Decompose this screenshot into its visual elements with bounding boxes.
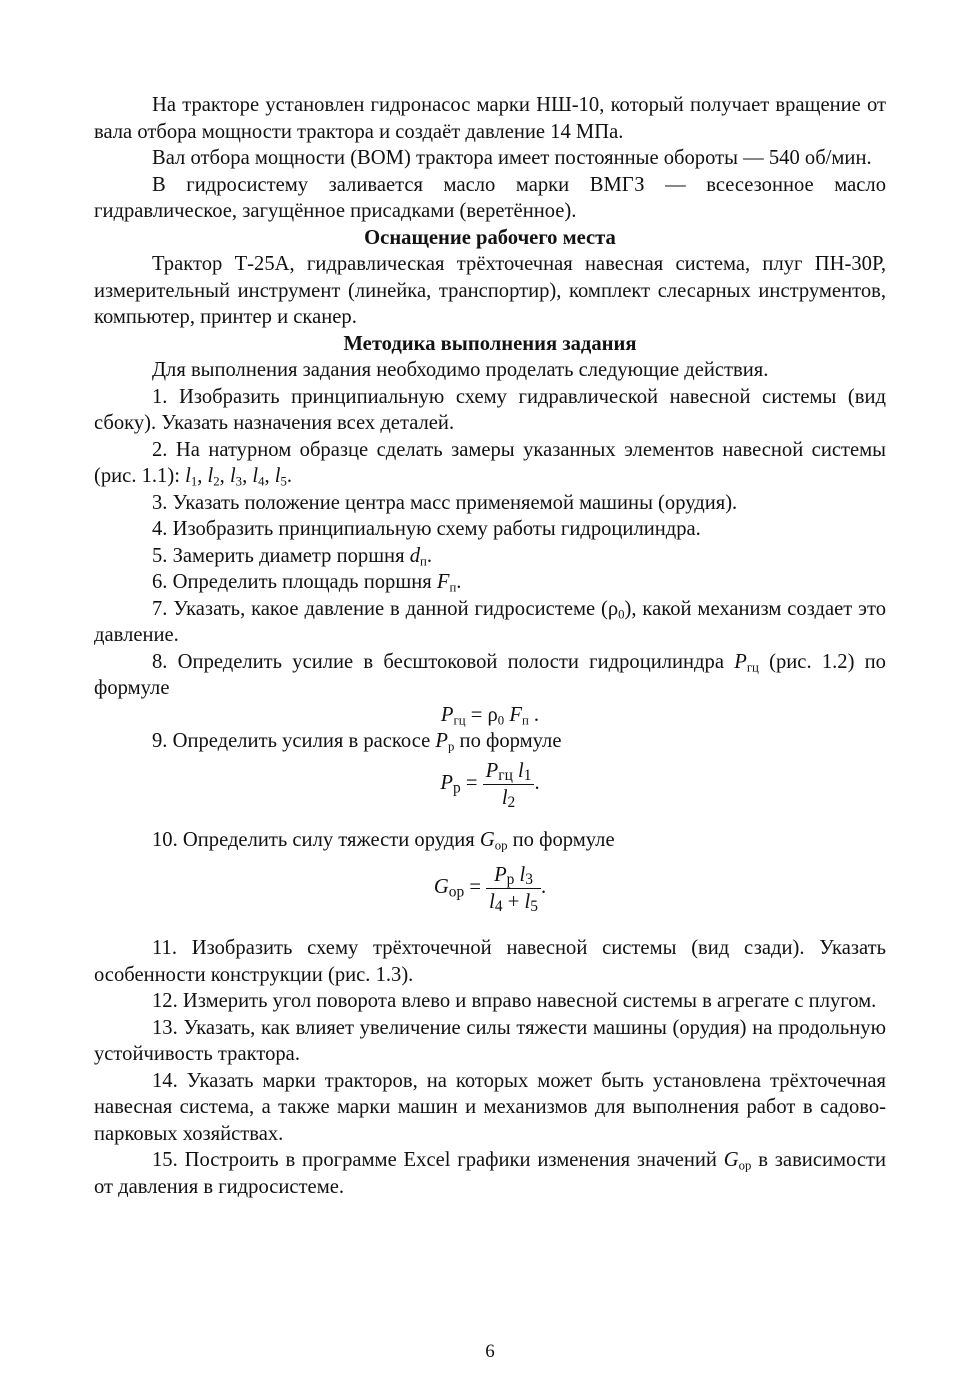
- formula-brace-force: Pр = $\frac{\text{Pгц l1}}{l2}$ .: [440, 759, 540, 811]
- step-10: 10. Определить силу тяжести орудия $G_{ор}$ по формуле: [152, 828, 615, 853]
- heading-workplace: Оснащение рабочего места: [364, 226, 616, 249]
- step-5: 5. Замерить диаметр поршня $d_п$.: [152, 544, 433, 569]
- step-3: 3. Указать положение центра масс применяемой машины (орудия).: [152, 491, 738, 514]
- step-9: 9. Определить усилия в раскосе $P_р$ по формуле: [152, 730, 562, 754]
- paragraph-pump: На тракторе установлен гидронасос марки НШ-10, который получает вращение от вала отбора мощности трактора и создаёт давление 14 МПа.: [94, 94, 886, 143]
- step-14: 14. Указать марки тракторов, на которых может быть установлена трёхточечная навесная система, а также марки машин и механизмов для выполнения работ в садово-парковых хозяйствах.: [94, 1069, 886, 1145]
- formula-implement-weight: Gор = $\frac{\text{Pр l3}}{l4 + l5}$ .: [433, 864, 547, 916]
- heading-method: Методика выполнения задания: [343, 332, 637, 355]
- paragraph-intro: Для выполнения задания необходимо проделать следующие действия.: [152, 359, 769, 381]
- step-15: 15. Построить в программе Excel графики изменения значений $G_{ор}$ в зависимости от давления в гидросистеме.: [94, 1149, 886, 1198]
- fraction: $\frac{\text{Pр l3}}{l4 + l5}$: [486, 863, 541, 914]
- page-content: [94, 92, 886, 1200]
- step-1: 1. Изобразить принципиальную схему гидравлической навесной системы (вид сбоку). Указать назначения всех деталей.: [94, 385, 886, 434]
- step-13: 13. Указать, как влияет увеличение силы тяжести машины (орудия) на продольную устойчивость трактора.: [94, 1016, 886, 1065]
- fraction: $\frac{\text{Pгц l1}}{l2}$: [483, 759, 535, 810]
- paragraph-equipment: Трактор Т-25А, гидравлическая трёхточечная навесная система, плуг ПН-30Р, измерительный инструмент (линейка, транспортир), комплект слесарных инструментов, компьютер, принтер и сканер.: [94, 253, 886, 328]
- page-number: 6: [485, 1341, 495, 1362]
- step-8: 8. Определить усилие в бесштоковой полости гидроцилиндра $P_{гц}$ (рис. 1.2) по формуле: [94, 650, 886, 699]
- step-7: 7. Указать, какое давление в данной гидросистеме $(\rho_0)$, какой механизм создает это давление.: [94, 597, 886, 646]
- step-2: 2. На натурном образце сделать замеры указанных элементов навесной системы (рис. 1.1): $l_1$, $l_2$, $l_3$, $l_4$, $l_5$.: [94, 438, 886, 489]
- paragraph-pto: Вал отбора мощности (ВОМ) трактора имеет постоянные обороты — 540 об/мин.: [152, 147, 872, 169]
- step-6: 6. Определить площадь поршня $F_п$.: [152, 571, 462, 595]
- step-11: 11. Изобразить схему трёхточечной навесной системы (вид сзади). Указать особенности конструкции (рис. 1.3).: [94, 937, 886, 986]
- paragraph-oil: В гидросистему заливается масло марки ВМГЗ — всесезонное масло гидравлическое, загущённое присадками (веретённое).: [94, 173, 886, 222]
- step-12: 12. Измерить угол поворота влево и вправо навесной системы в агрегате с плугом.: [152, 990, 877, 1012]
- step-4: 4. Изобразить принципиальную схему работы гидроцилиндра.: [152, 518, 701, 540]
- formula-cylinder-force: $P_{гц} = \rho_0$ $F_п$ .: [440, 703, 540, 728]
